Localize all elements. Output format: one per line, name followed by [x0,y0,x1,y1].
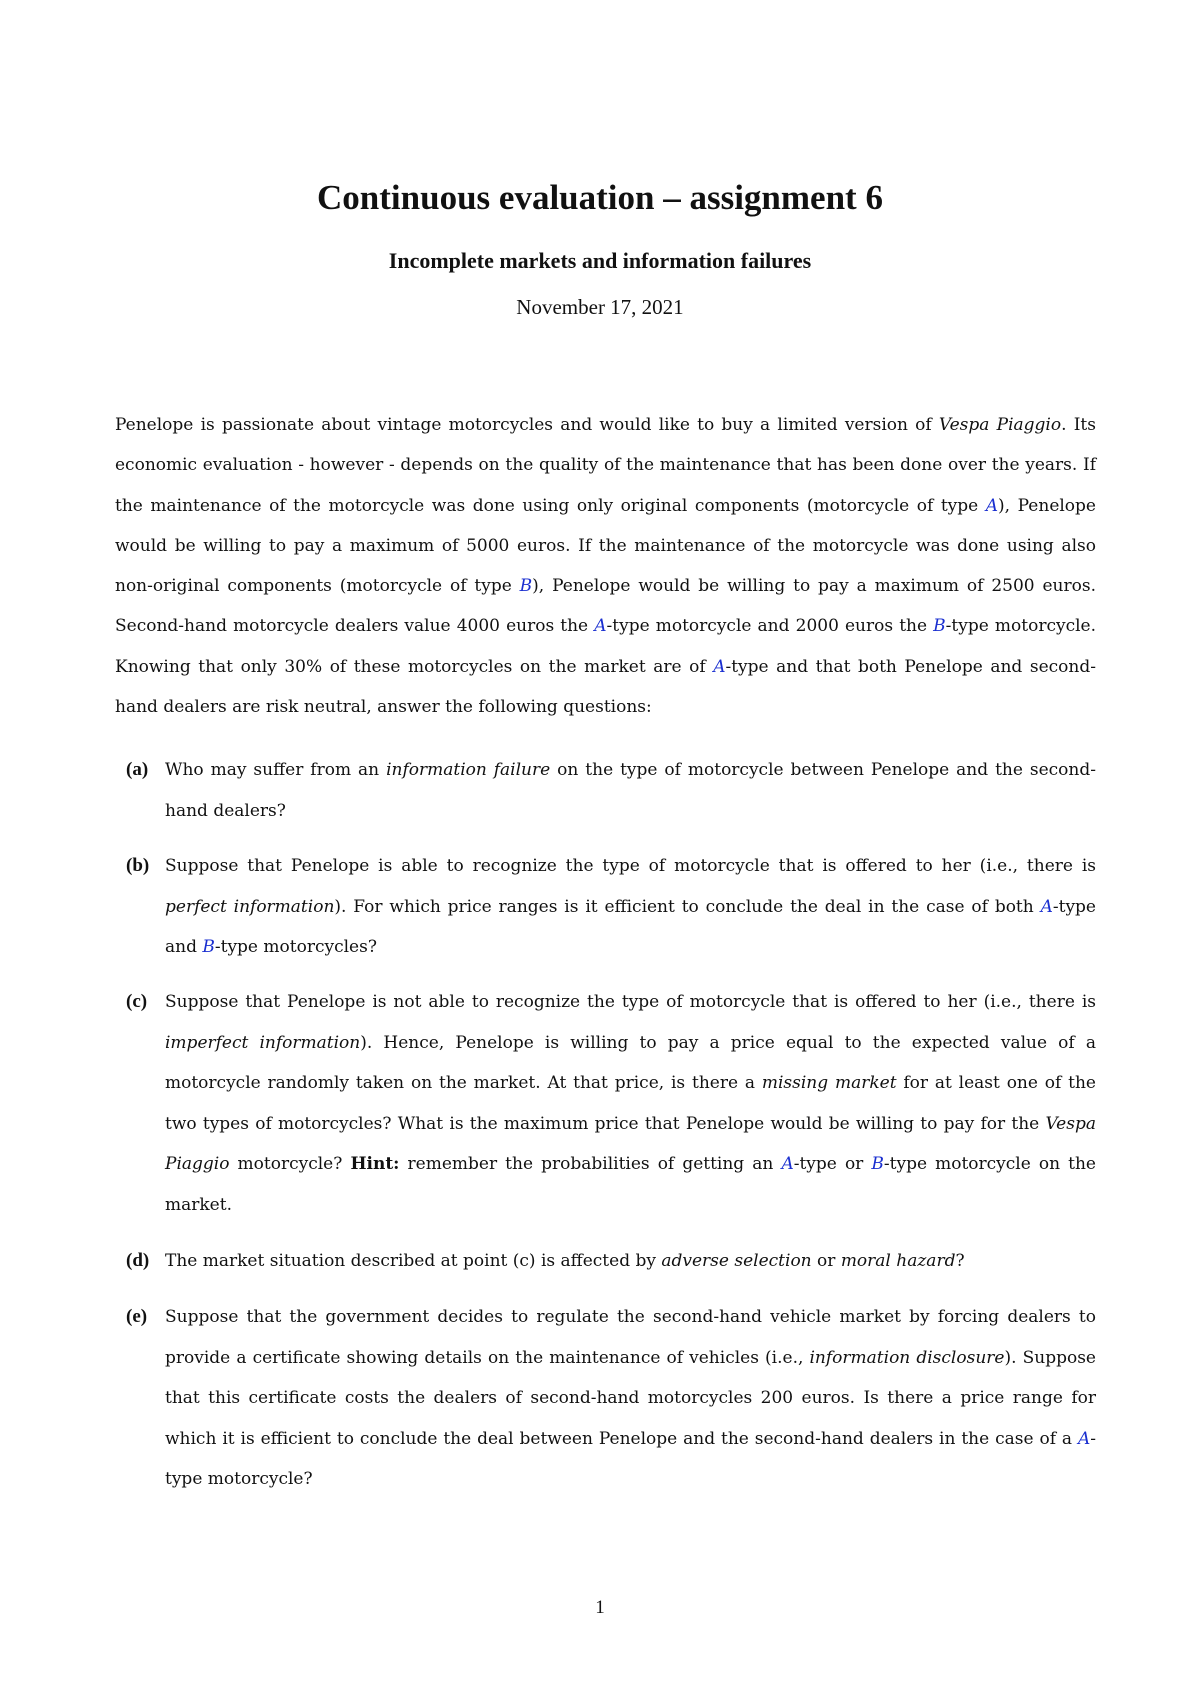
type-a-variable: A [594,616,607,637]
type-b-variable: B [933,616,946,637]
question-text-part: ). Hence, Penelope is willing to pay a price equal to the expected value of a motorcycle randomly taken on the market. At that price, is there a [165,1032,1096,1093]
page-title: Continuous evaluation – assignment 6 [317,178,883,217]
question-text-part: Who may suffer from an [165,760,387,780]
type-b-variable: B [202,937,215,957]
question-label: (b) [126,855,150,876]
perfect-information-term: perfect information [165,896,335,917]
document-date: November 17, 2021 [516,295,684,319]
question-text [165,982,1096,1225]
question-text-part: -type or [793,1154,872,1174]
type-a-variable: A [713,656,726,677]
question-text-part: -type motorcycle? [165,1428,1096,1489]
intro-text: -type and that both Penelope and second-hand dealers are risk neutral, answer the following questions: [115,656,1096,718]
question-text-part: remember the probabilities of getting an [399,1154,782,1174]
page-number: 1 [595,1597,605,1618]
question-text-part: -type motorcycle on the market. [165,1154,1096,1215]
question-text [165,750,1096,831]
page-subtitle: Incomplete markets and information failures [388,248,812,273]
question-a [115,750,1096,831]
vespa-piaggio-term: Vespa Piaggio [938,415,1062,435]
vespa-piaggio-term: Vespa Piaggio [165,1113,1096,1174]
question-label: (d) [126,1250,150,1271]
question-text [165,1241,1096,1282]
type-a-variable: A [781,1154,794,1174]
intro-text: Penelope is passionate about vintage motorcycles and would like to buy a limited version of [115,415,939,435]
question-text-part: Suppose that Penelope is not able to recognize the type of motorcycle that is offered to her (i.e., there is [165,992,1096,1012]
adverse-selection-term: adverse selection [661,1251,812,1271]
question-text-part: ). Suppose that this certificate costs the dealers of second-hand motorcycles 200 euros. Is there a price range for which it is efficient to conclude the deal between Penelope and the second-hand dealers in the case of a [165,1347,1096,1449]
question-label: (a) [126,759,149,780]
question-text-part: on the type of motorcycle between Penelope and the second-hand dealers? [165,760,1096,821]
question-text-part: or [811,1251,841,1271]
question-b [115,846,1096,968]
type-a-variable: A [985,495,999,516]
intro-text: -type motorcycle and 2000 euros the [606,616,934,637]
question-text-part: Suppose that Penelope is able to recognize the type of motorcycle that is offered to her (i.e., there is [165,856,1096,876]
intro-text: -type motorcycle. Knowing that only 30% of these motorcycles on the market are of [115,616,1097,677]
imperfect-information-term: imperfect information [165,1032,361,1053]
hint-label: Hint: [350,1154,400,1174]
question-e [115,1297,1096,1500]
moral-hazard-term: moral hazard [840,1251,956,1271]
type-b-variable: B [871,1154,884,1174]
question-text-part: Suppose that the government decides to regulate the second-hand vehicle market by forcing dealers to provide a certificate showing details on the maintenance of vehicles (i.e., [165,1307,1096,1368]
missing-market-term: missing market [761,1073,897,1093]
type-a-variable: A [1077,1428,1091,1449]
question-text-part: ? [955,1251,965,1271]
type-b-variable: B [519,576,533,597]
intro-paragraph [115,405,1096,727]
information-disclosure-term: information disclosure [809,1347,1005,1368]
type-a-variable: A [1040,896,1053,917]
question-text-part: motorcycle? [229,1154,351,1174]
question-text-part: The market situation described at point (c) is affected by [165,1251,662,1271]
question-text [165,1297,1096,1500]
information-failure-term: information failure [386,760,551,780]
question-label: (c) [126,991,148,1012]
question-text-part: for at least one of the two types of motorcycles? What is the maximum price that Penelope would be willing to pay for the [165,1073,1096,1134]
question-text-part: -type motorcycles? [214,937,377,957]
question-text-part: -type and [165,896,1096,957]
question-d [115,1241,1096,1282]
intro-text: ), Penelope would be willing to pay a maximum of 5000 euros. If the maintenance of the motorcycle was done using also non-original components (motorcycle of type [115,495,1096,597]
question-c [115,982,1096,1225]
intro-text: . Its economic evaluation - however - depends on the quality of the maintenance that has been done over the years. If the maintenance of the motorcycle was done using only original components (motorcycle of type [115,415,1096,516]
question-label: (e) [126,1306,148,1327]
intro-text: ), Penelope would be willing to pay a maximum of 2500 euros. Second-hand motorcycle dealers value 4000 euros the [115,576,1096,637]
question-text-part: ). For which price ranges is it efficient to conclude the deal in the case of both [334,896,1041,917]
question-text [165,846,1096,968]
